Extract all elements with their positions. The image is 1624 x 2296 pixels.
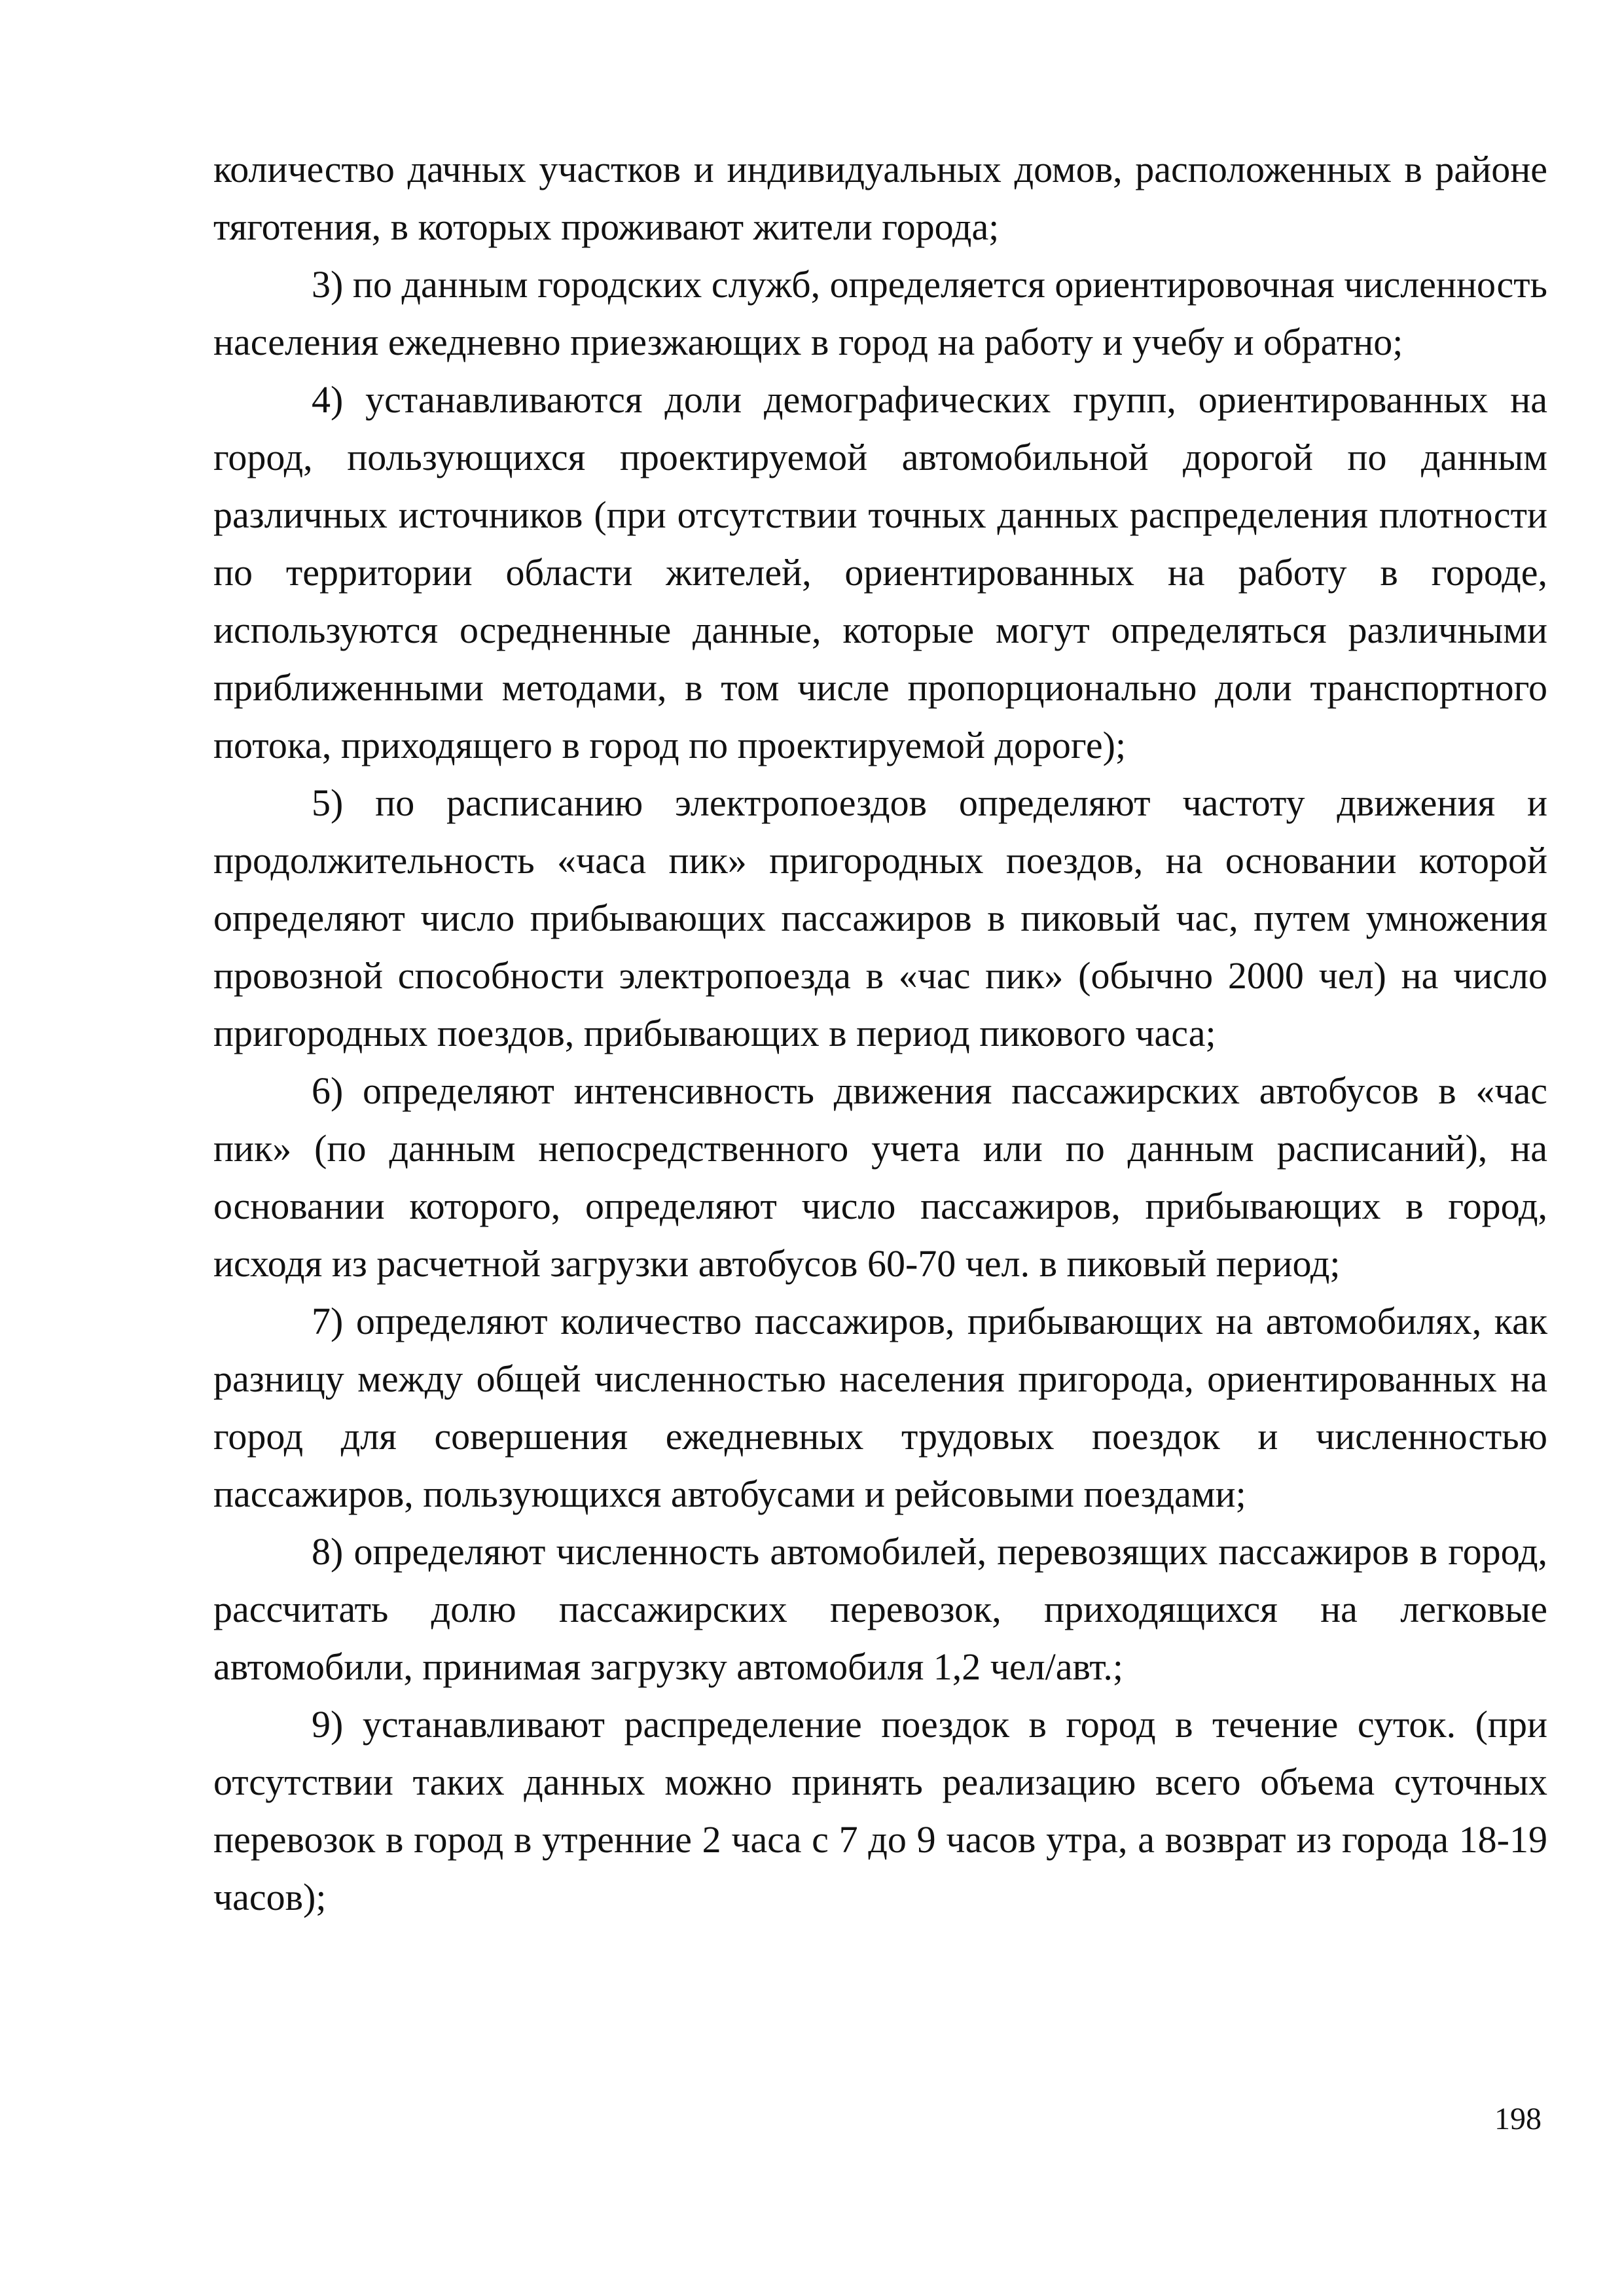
paragraph-item-8: 8) определяют численность автомобилей, перевозящих пассажиров в город, рассчитать долю пассажирских перевозок, приходящихся на легковые автомобили, принимая загрузку автомобиля 1,2 чел/авт.; [213,1530,1547,1688]
paragraph-continuation: количество дачных участков и индивидуальных домов, расположенных в районе тяготения, в которых проживают жители города; [213,148,1547,248]
body-text [213,141,1547,1926]
page-number: 198 [1494,2102,1542,2136]
paragraph-item-5: 5) по расписанию электропоездов определяют частоту движения и продолжительность «часа пик» пригородных поездов, на основании которой определяют число прибывающих пассажиров в пиковый час, путем умножения провозной способности электропоезда в «час пик» (обычно 2000 чел) на число пригородных поездов, прибывающих в период пикового часа; [213,781,1547,1054]
paragraph-item-3: 3) по данным городских служб, определяется ориентировочная численность населения ежедневно приезжающих в город на работу и учебу и обратно; [213,263,1547,363]
paragraph-item-6: 6) определяют интенсивность движения пассажирских автобусов в «час пик» (по данным непосредственного учета или по данным расписаний), на основании которого, определяют число пассажиров, прибывающих в город, исходя из расчетной загрузки автобусов 60-70 чел. в пиковый период; [213,1069,1547,1285]
paragraph-item-4: 4) устанавливаются доли демографических групп, ориентированных на город, пользующихся проектируемой автомобильной дорогой по данным различных источников (при отсутствии точных данных распределения плотности по территории области жителей, ориентированных на работу в городе, используются осредненные данные, которые могут определяться различными приближенными методами, в том числе пропорционально доли транспортного потока, приходящего в город по проектируемой дороге); [213,378,1547,766]
paragraph-item-9: 9) устанавливают распределение поездок в город в течение суток. (при отсутствии таких данных можно принять реализацию всего объема суточных перевозок в город в утренние 2 часа с 7 до 9 часов утра, а возврат из города 18-19 часов); [213,1703,1547,1918]
paragraph-item-7: 7) определяют количество пассажиров, прибывающих на автомобилях, как разницу между общей численностью населения пригорода, ориентированных на город для совершения ежедневных трудовых поездок и численностью пассажиров, пользующихся автобусами и рейсовыми поездами; [213,1300,1547,1515]
